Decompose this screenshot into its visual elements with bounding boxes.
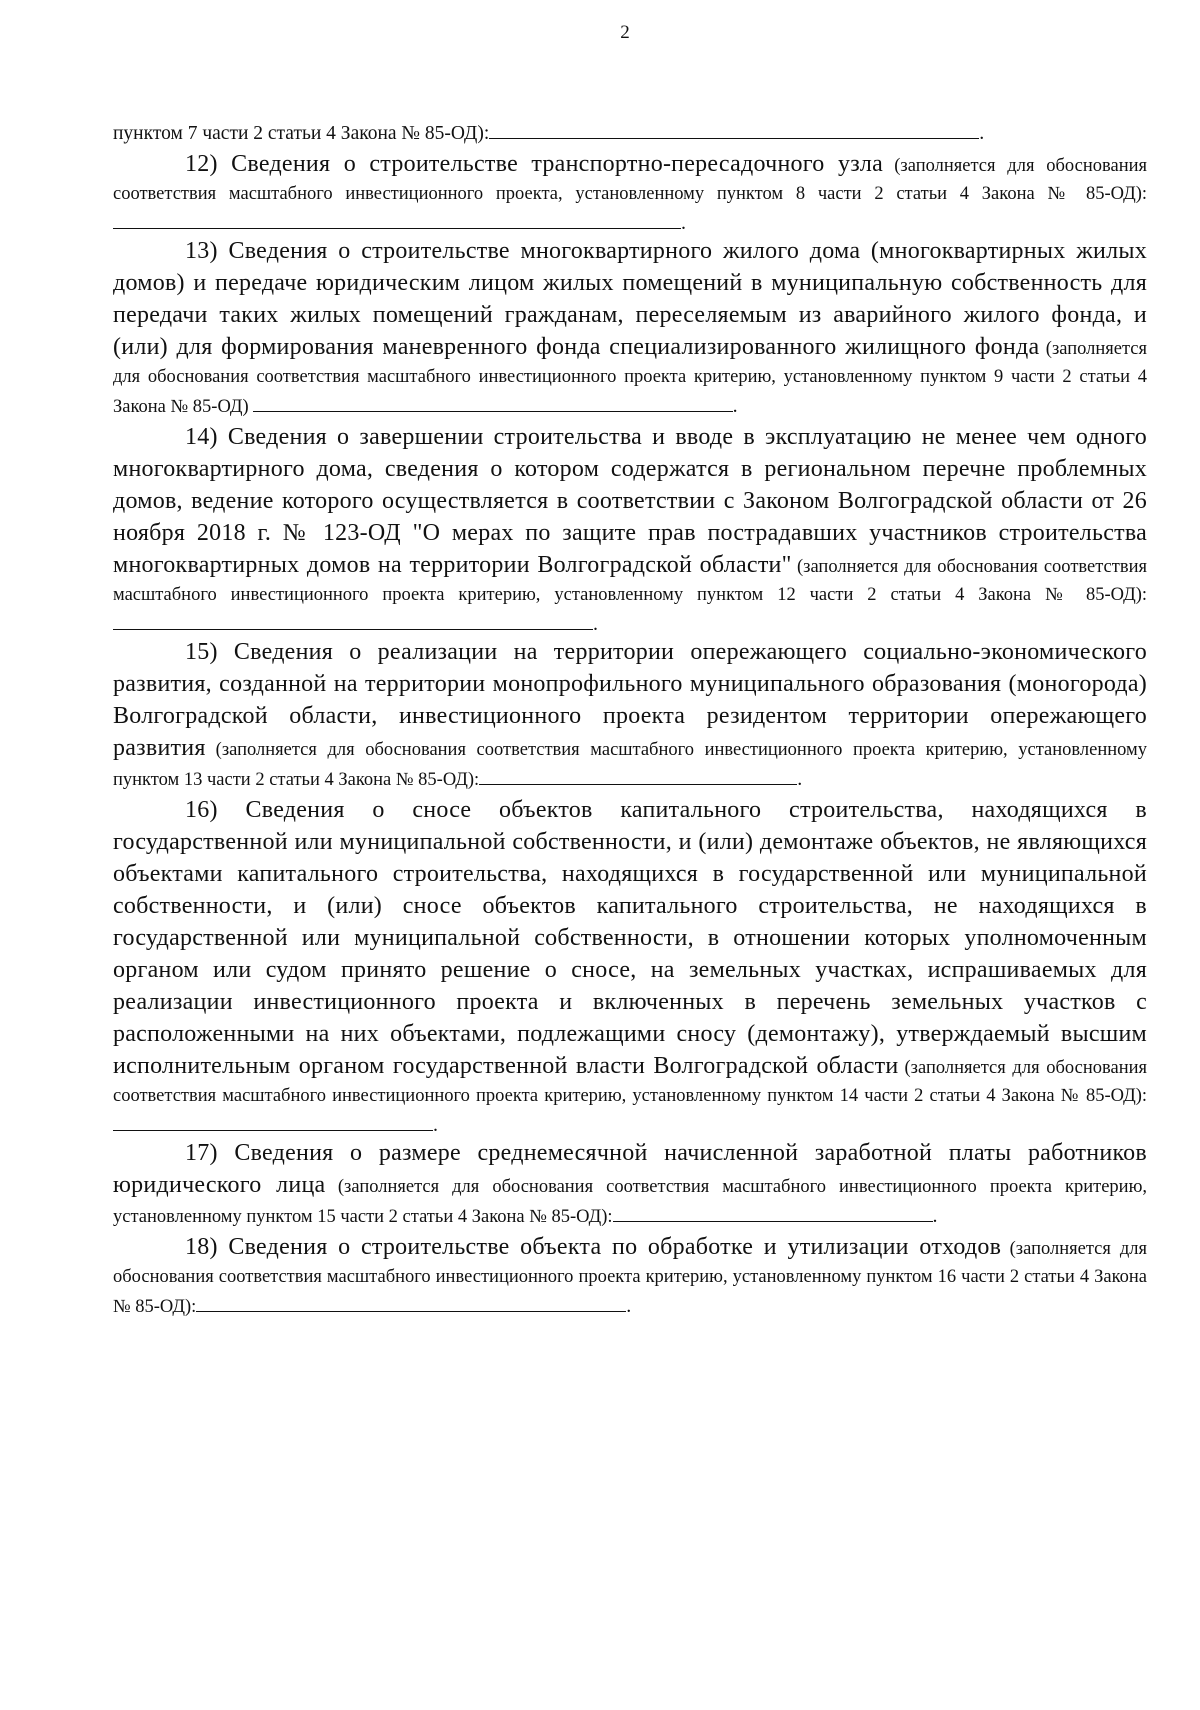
fill-blank[interactable] xyxy=(196,1291,626,1312)
item-main-text: 13) Сведения о строительстве многоквартирного жилого дома (многоквартирных жилых домов) и передаче юридическим лицом жилых помещений в муниципальную собственность для передачи таких жилых помещений гражданам, переселяемым из аварийного жилого фонда, и (или) для формирования маневренного фонда специализированного жилищного фонда xyxy=(113,238,1147,360)
fill-blank[interactable] xyxy=(253,391,733,412)
item-14 xyxy=(113,421,1147,636)
fill-blank[interactable] xyxy=(113,609,593,630)
item-note-text: (заполняется для обоснования соответствия масштабного инвестиционного проекта критерию, установленному пунктом 13 части 2 статьи 4 Закона № 85-ОД): xyxy=(113,740,1147,790)
line-end-dot: . xyxy=(681,212,686,234)
item-17 xyxy=(113,1137,1147,1231)
line-end-dot: . xyxy=(932,1205,938,1227)
item-main-text: 16) Сведения о сносе объектов капитального строительства, находящихся в государственной или муниципальной собственности, и (или) демонтаже объектов, не являющихся объектами капитального строительства, находящихся в государственной или муниципальной собственности, и (или) сносе объектов капитального строительства, не находящихся в государственной или муниципальной собственности, в отношении которых уполномоченным органом или судом принято решение о сносе, на земельных участках, испрашиваемых для реализации инвестиционного проекта и включенных в перечень земельных участков с расположенными на них объектами, подлежащими сносу (демонтажу), утверждаемый высшим исполнительным органом государственной власти Волгоградской области xyxy=(113,797,1147,1079)
continuation-paragraph xyxy=(113,118,1147,148)
line-end-dot: . xyxy=(979,122,985,144)
item-note-text: (заполняется для обоснования соответствия масштабного инвестиционного проекта критерию, установленному пунктом 14 части 2 статьи 4 Закона № 85-ОД): xyxy=(113,1058,1147,1106)
page-number: 2 xyxy=(620,22,630,43)
item-main-text: 18) Сведения о строительстве объекта по обработке и утилизации отходов xyxy=(185,1234,1002,1260)
fill-blank[interactable] xyxy=(479,764,797,785)
document-body xyxy=(113,118,1147,1321)
line-end-dot: . xyxy=(732,395,738,417)
line-end-dot: . xyxy=(626,1295,632,1317)
item-12 xyxy=(113,148,1147,235)
item-main-text: 17) Сведения о размере среднемесячной начисленной заработной платы работников юридического лица xyxy=(113,1140,1147,1198)
item-note-text: (заполняется для обоснования соответствия масштабного инвестиционного проекта критерию, установленному пунктом 16 части 2 статьи 4 Закона № 85-ОД): xyxy=(113,1239,1148,1317)
line-end-dot: . xyxy=(593,613,598,635)
fill-blank[interactable] xyxy=(613,1201,933,1222)
item-note-text: (заполняется для обоснования соответствия масштабного инвестиционного проекта, установленному пунктом 8 части 2 статьи 4 Закона № 85-ОД): xyxy=(113,156,1147,204)
fill-blank[interactable] xyxy=(113,208,681,229)
continuation-ref: пунктом 7 части 2 статьи 4 Закона № 85-ОД): xyxy=(113,123,490,144)
line-end-dot: . xyxy=(797,768,803,790)
item-note-text: (заполняется для обоснования соответствия масштабного инвестиционного проекта критерию, установленному пунктом 9 части 2 статьи 4 Закона № 85-ОД) xyxy=(113,339,1148,417)
item-main-text: 15) Сведения о реализации на территории опережающего социально-экономического развития, созданной на территории монопрофильного муниципального образования (моногорода) Волгоградской области, инвестиционного проекта резидентом территории опережающего развития xyxy=(113,639,1147,761)
item-15 xyxy=(113,636,1147,794)
item-main-text: 12) Сведения о строительстве транспортно-пересадочного узла xyxy=(185,151,884,177)
fill-blank[interactable] xyxy=(489,118,979,139)
line-end-dot: . xyxy=(433,1114,438,1136)
item-note-text: (заполняется для обоснования соответствия масштабного инвестиционного проекта критерию, установленному пунктом 15 части 2 статьи 4 Закона № 85-ОД): xyxy=(113,1177,1148,1227)
item-main-text: 14) Сведения о завершении строительства и вводе в эксплуатацию не менее чем одного многоквартирного дома, сведения о котором содержатся в региональном перечне проблемных домов, ведение которого осуществляется в соответствии с Законом Волгоградской области от 26 ноября 2018 г. № 123-ОД "О мерах по защите прав пострадавших участников строительства многоквартирных домов на территории Волгоградской области" xyxy=(113,424,1147,578)
item-16 xyxy=(113,794,1147,1137)
fill-blank[interactable] xyxy=(113,1110,433,1131)
item-note-text: (заполняется для обоснования соответствия масштабного инвестиционного проекта критерию, установленному пунктом 12 части 2 статьи 4 Закона № 85-ОД): xyxy=(113,557,1147,605)
item-18 xyxy=(113,1231,1147,1321)
item-13 xyxy=(113,235,1147,421)
